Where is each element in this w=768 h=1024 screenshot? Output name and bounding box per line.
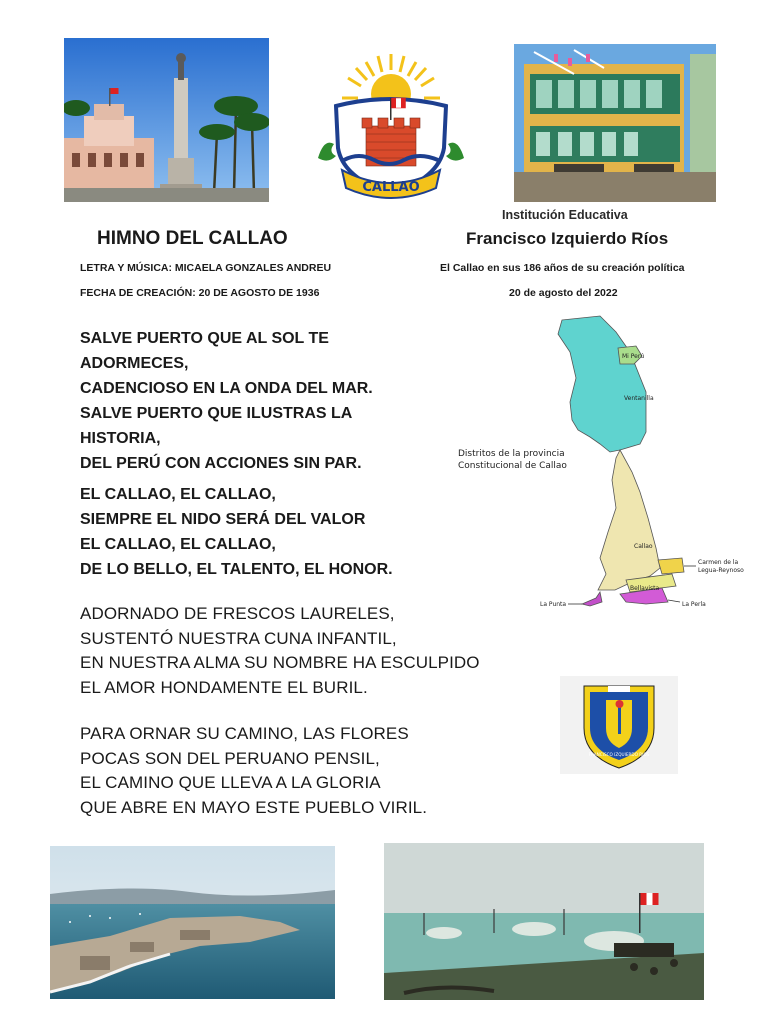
page-title: HIMNO DEL CALLAO xyxy=(97,228,288,249)
institution-label: Institución Educativa xyxy=(502,208,628,222)
school-badge xyxy=(560,676,678,774)
map-caption-line-1: Distritos de la provincia xyxy=(458,449,565,459)
verse-line: ADORMECES, xyxy=(80,355,189,372)
colonial-building-photo xyxy=(514,44,716,202)
badge-text: FRANCISCO IZQUIERDO RIOS xyxy=(588,752,650,757)
callao-districts-map xyxy=(450,312,750,612)
verse-line: ADORNADO DE FRESCOS LAURELES, xyxy=(80,604,395,623)
verse-line: SIEMPRE EL NIDO SERÁ DEL VALOR xyxy=(80,511,366,528)
emblem-text: CALLAO xyxy=(362,180,420,195)
verse-line: SALVE PUERTO QUE AL SOL TE xyxy=(80,330,329,347)
stanza-2 xyxy=(80,602,520,700)
aerial-callao-photo xyxy=(50,846,335,999)
historic-battle-painting xyxy=(384,843,704,1000)
district-callao xyxy=(598,450,660,590)
stanza-3 xyxy=(80,722,520,820)
verse-line: POCAS SON DEL PERUANO PENSIL, xyxy=(80,748,380,768)
chorus xyxy=(80,482,460,582)
stanza-1 xyxy=(80,326,440,476)
district-ventanilla xyxy=(558,316,646,452)
lyrics-credit: LETRA Y MÚSICA: MICAELA GONZALES ANDREU xyxy=(80,262,332,274)
callao-emblem xyxy=(314,48,468,204)
label-callao: Callao xyxy=(634,543,653,550)
verse-line: SALVE PUERTO QUE ILUSTRAS LA xyxy=(80,405,353,422)
verse-line: DEL PERÚ CON ACCIONES SIN PAR. xyxy=(80,455,362,472)
label-carmen-1: Carmen de la xyxy=(698,559,739,566)
label-ventanilla: Ventanilla xyxy=(624,395,654,402)
map-caption-line-2: Constitucional de Callao xyxy=(458,461,567,471)
label-bellavista: Bellavista xyxy=(630,585,660,592)
verse-line: EN NUESTRA ALMA SU NOMBRE HA ESCULPIDO xyxy=(80,653,480,672)
district-la-punta xyxy=(582,592,602,606)
verse-line: DE LO BELLO, EL TALENTO, EL HONOR. xyxy=(80,561,393,578)
verse-line: QUE ABRE EN MAYO ESTE PUEBLO VIRIL. xyxy=(80,797,428,817)
creation-date: FECHA DE CREACIÓN: 20 DE AGOSTO DE 1936 xyxy=(80,287,320,299)
label-carmen-2: Legua-Reynoso xyxy=(698,567,744,574)
verse-line: SUSTENTÓ NUESTRA CUNA INFANTIL, xyxy=(80,628,397,648)
verse-line: HISTORIA, xyxy=(80,430,161,447)
event-date: 20 de agosto del 2022 xyxy=(509,287,618,299)
plaza-photo xyxy=(64,38,269,202)
verse-line: EL CALLAO, EL CALLAO, xyxy=(80,536,276,553)
verse-line: EL AMOR HONDAMENTE EL BURIL. xyxy=(80,677,368,697)
label-mi-peru: Mi Perú xyxy=(622,353,645,360)
verse-line: PARA ORNAR SU CAMINO, LAS FLORES xyxy=(80,724,409,743)
anniversary-text: El Callao en sus 186 años de su creación política xyxy=(440,262,685,274)
verse-line: CADENCIOSO EN LA ONDA DEL MAR. xyxy=(80,380,373,397)
verse-line: EL CALLAO, EL CALLAO, xyxy=(80,486,276,503)
district-carmen-de-la-legua xyxy=(658,558,684,574)
label-la-punta: La Punta xyxy=(540,601,567,608)
institution-name: Francisco Izquierdo Ríos xyxy=(466,229,669,248)
verse-line: EL CAMINO QUE LLEVA A LA GLORIA xyxy=(80,773,381,792)
label-la-perla: La Perla xyxy=(682,601,706,608)
